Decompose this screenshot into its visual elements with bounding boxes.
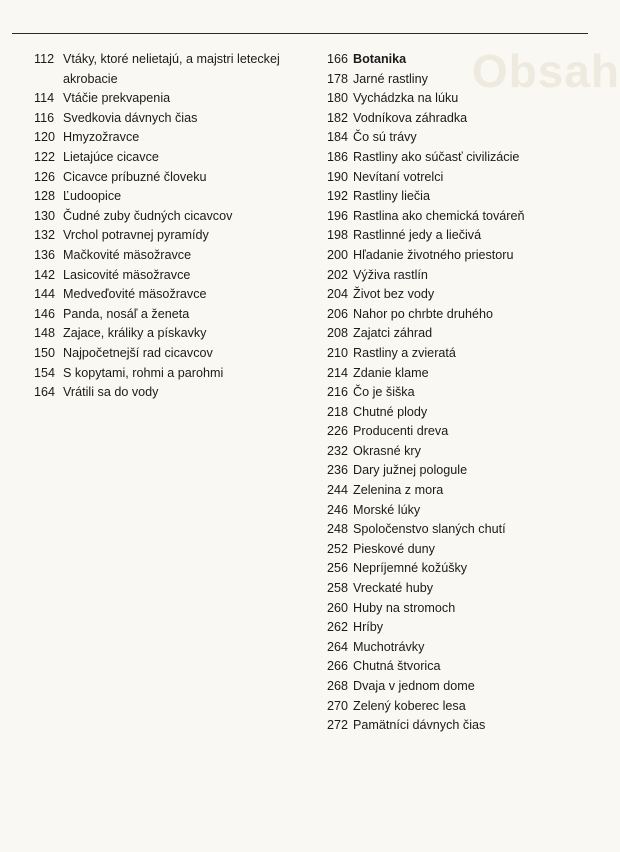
toc-page-number: 268 (327, 679, 349, 693)
toc-entry-title: Nevítaní votrelci (353, 169, 444, 184)
toc-page-number: 258 (327, 581, 349, 596)
toc-entry-title: Huby na stromoch (353, 600, 456, 615)
toc-entry (327, 677, 587, 697)
toc-page-number: 248 (327, 522, 349, 537)
toc-entry (327, 246, 587, 266)
toc-column-right (327, 50, 587, 736)
toc-page-number: 272 (327, 718, 349, 733)
toc-entry (34, 148, 304, 168)
toc-entry-title: Zelený koberec lesa (353, 698, 466, 713)
toc-entry (34, 364, 304, 384)
toc-entry-title: Vychádzka na lúku (353, 91, 459, 106)
toc-page-number: 150 (34, 345, 56, 360)
toc-entry (327, 579, 587, 599)
toc-entry-title: Cicavce príbuzné človeku (63, 169, 207, 184)
toc-entry-title: Zelenina z mora (353, 483, 444, 498)
toc-entry-title: Rastliny ako súčasť civilizácie (353, 149, 520, 164)
toc-entry (327, 89, 587, 109)
toc-entry-title: Zajatci záhrad (353, 326, 433, 341)
toc-entry (34, 285, 304, 305)
toc-entry-title: S kopytami, rohmi a parohmi (63, 365, 224, 380)
toc-page-number: 112 (34, 52, 55, 66)
toc-page-number: 120 (34, 130, 56, 145)
toc-page-number: 202 (327, 267, 349, 282)
toc-page-number: 244 (327, 483, 349, 498)
toc-page-number: 126 (34, 169, 56, 184)
toc-page-number: 142 (34, 267, 56, 282)
toc-entry-title: Muchotrávky (353, 639, 425, 654)
toc-entry (34, 187, 304, 207)
toc-page-number: 130 (34, 208, 56, 223)
toc-entry-title: Hľadanie životného priestoru (353, 247, 514, 262)
toc-entry (327, 187, 587, 207)
toc-entry-title: Vtáky, ktoré nelietajú, a majstri leteckej akrobacie (63, 52, 280, 86)
toc-page-number: 154 (34, 365, 56, 380)
toc-entry (327, 324, 587, 344)
toc-page-number: 166 (327, 52, 349, 66)
toc-page-number: 216 (327, 385, 349, 400)
toc-entry-title: Svedkovia dávnych čias (63, 110, 198, 125)
toc-page-number: 204 (327, 287, 349, 302)
toc-entry-title: Dvaja v jednom dome (353, 679, 475, 693)
toc-entry (327, 305, 587, 325)
toc-entry-title: Zdanie klame (353, 365, 429, 380)
toc-entry-title: Vodníkova záhradka (353, 110, 468, 125)
toc-entry-title: Najpočetnejší rad cicavcov (63, 345, 213, 360)
toc-entry (34, 305, 304, 325)
toc-entry (327, 207, 587, 227)
toc-page-number: 246 (327, 502, 349, 517)
toc-entry (327, 344, 587, 364)
toc-entry (327, 364, 587, 384)
toc-entry-title: Chutná štvorica (353, 659, 441, 674)
toc-entry (327, 618, 587, 638)
toc-entry (327, 128, 587, 148)
toc-entry (327, 638, 587, 658)
toc-entry (327, 716, 587, 736)
toc-page-number: 218 (327, 404, 349, 419)
toc-page-number: 266 (327, 659, 349, 674)
toc-entry-title: Medveďovité mäsožravce (63, 287, 207, 302)
toc-page-number: 256 (327, 561, 349, 576)
toc-entry (34, 383, 304, 403)
toc-entry-title: Výživa rastlín (353, 267, 428, 282)
toc-entry-title: Morské lúky (353, 502, 421, 517)
toc-page-number: 114 (34, 91, 55, 106)
toc-entry (327, 442, 587, 462)
toc-entry-title: Život bez vody (353, 287, 435, 302)
toc-page-number: 210 (327, 345, 349, 360)
toc-page-number: 122 (34, 149, 56, 164)
toc-entry-title: Producenti dreva (353, 424, 449, 439)
toc-entry-title: Botanika (353, 52, 407, 66)
toc-entry-title: Chutné plody (353, 404, 428, 419)
toc-entry (327, 285, 587, 305)
toc-entry (327, 657, 587, 677)
toc-entry-title: Jarné rastliny (353, 71, 428, 86)
toc-page-number: 146 (34, 306, 56, 321)
toc-page-number: 132 (34, 228, 56, 243)
toc-page-number: 190 (327, 169, 349, 184)
toc-entry (34, 128, 304, 148)
toc-entry (327, 403, 587, 423)
toc-entry-title: Hríby (353, 620, 384, 635)
toc-entry-title: Pamätníci dávnych čias (353, 718, 486, 733)
toc-entry (327, 481, 587, 501)
toc-page-number: 116 (34, 110, 55, 125)
toc-entry (327, 599, 587, 619)
toc-entry-title: Dary južnej pologule (353, 463, 468, 478)
toc-page-number: 136 (34, 247, 56, 262)
toc-entry (327, 501, 587, 521)
toc-page-number: 264 (327, 639, 349, 654)
toc-entry-title: Spoločenstvo slaných chutí (353, 522, 506, 537)
toc-page-number: 226 (327, 424, 349, 439)
toc-entry (327, 168, 587, 188)
toc-page-number: 186 (327, 149, 349, 164)
toc-entry-title: Zajace, králiky a pískavky (63, 326, 207, 341)
toc-entry (327, 697, 587, 717)
toc-page-number: 128 (34, 189, 56, 204)
toc-entry-title: Lasicovité mäsožravce (63, 267, 191, 282)
toc-entry-title: Mačkovité mäsožravce (63, 247, 192, 262)
toc-entry-title: Lietajúce cicavce (63, 149, 159, 164)
show-through-heading: Obsah (471, 45, 620, 97)
toc-entry (34, 50, 304, 89)
toc-entry-title: Vrátili sa do vody (63, 385, 159, 400)
toc-column-left (34, 50, 304, 403)
toc-page-number: 180 (327, 91, 349, 106)
toc-entry-title: Vrchol potravnej pyramídy (63, 228, 209, 243)
toc-page-number: 192 (327, 189, 349, 204)
toc-entry (327, 422, 587, 442)
toc-entry-title: Vtáčie prekvapenia (63, 91, 171, 106)
toc-page-number: 232 (327, 443, 349, 458)
toc-entry-title: Panda, nosáľ a ženeta (63, 306, 190, 321)
toc-entry-title: Rastlinné jedy a liečivá (353, 228, 482, 243)
toc-entry (34, 246, 304, 266)
toc-entry-title: Vreckaté huby (353, 581, 434, 596)
toc-entry (34, 168, 304, 188)
toc-page-number: 262 (327, 620, 349, 635)
toc-entry-title: Rastliny a zvieratá (353, 345, 456, 360)
toc-page-number: 196 (327, 208, 349, 223)
toc-entry (34, 266, 304, 286)
toc-entry-title: Pieskové duny (353, 541, 435, 556)
toc-entry-title: Nahor po chrbte druhého (353, 306, 494, 321)
toc-section-heading (327, 50, 587, 70)
toc-page-number: 208 (327, 326, 349, 341)
toc-entry-title: Ľudoopice (63, 189, 122, 204)
toc-entry-title: Čo je šiška (353, 385, 415, 400)
toc-page-number: 164 (34, 385, 56, 400)
toc-entry-title: Rastliny liečia (353, 189, 430, 204)
toc-page-number: 214 (327, 365, 349, 380)
toc-entry (327, 559, 587, 579)
toc-page-number: 236 (327, 463, 349, 478)
toc-page-number: 206 (327, 306, 349, 321)
toc-entry (327, 266, 587, 286)
toc-entry (34, 89, 304, 109)
toc-page-number: 148 (34, 326, 56, 341)
toc-page-number: 198 (327, 228, 349, 243)
toc-page-number: 182 (327, 110, 349, 125)
toc-entry-title: Čo sú trávy (353, 130, 417, 145)
toc-entry-title: Čudné zuby čudných cicavcov (63, 208, 233, 223)
toc-page-number: 178 (327, 71, 349, 86)
toc-entry-title: Okrasné kry (353, 443, 421, 458)
toc-entry (327, 148, 587, 168)
toc-entry (34, 226, 304, 246)
toc-entry (327, 70, 587, 90)
toc-page-number: 260 (327, 600, 349, 615)
toc-entry (327, 383, 587, 403)
toc-entry-title: Hmyzožravce (63, 130, 140, 145)
toc-entry (34, 324, 304, 344)
toc-entry (327, 226, 587, 246)
toc-entry (327, 520, 587, 540)
toc-entry-title: Nepríjemné kožúšky (353, 561, 468, 576)
toc-entry (327, 461, 587, 481)
toc-page-number: 200 (327, 247, 349, 262)
toc-page-number: 184 (327, 130, 349, 145)
toc-page-number: 252 (327, 541, 349, 556)
toc-entry-title: Rastlina ako chemická továreň (353, 208, 525, 223)
toc-entry (34, 207, 304, 227)
top-rule (12, 33, 588, 34)
toc-entry (34, 109, 304, 129)
toc-entry (327, 540, 587, 560)
toc-entry (327, 109, 587, 129)
toc-entry (34, 344, 304, 364)
toc-page-number: 144 (34, 287, 56, 302)
toc-page-number: 270 (327, 698, 349, 713)
